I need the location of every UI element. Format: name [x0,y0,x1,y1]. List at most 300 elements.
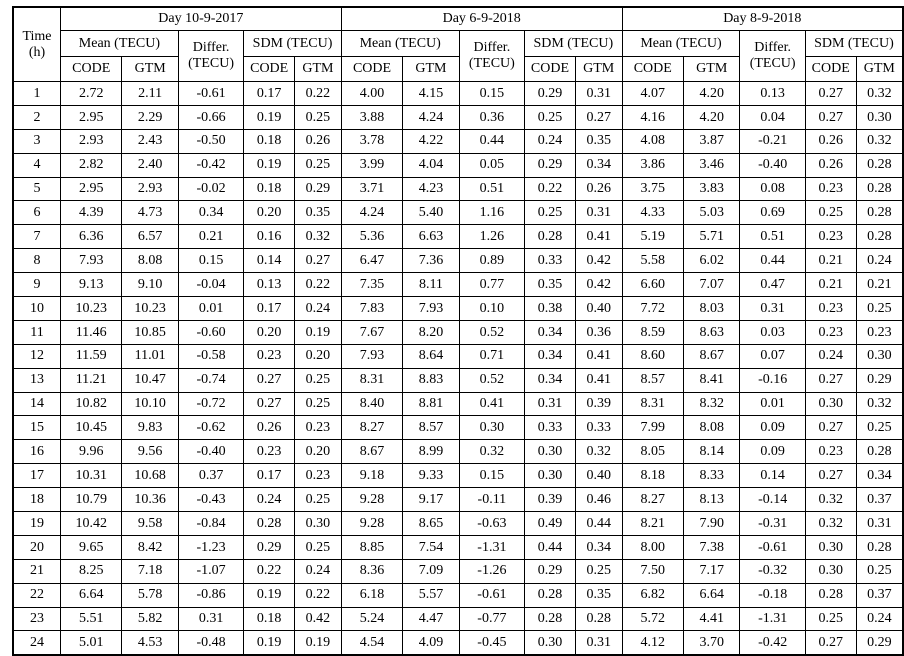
mean-gtm-header-day1: GTM [122,57,178,82]
table-row [13,583,903,607]
mean-gtm-cell-day1: 9.58 [122,512,178,536]
mean-code-cell-day1: 2.95 [60,177,121,201]
sdm-gtm-cell-day2: 0.41 [575,368,622,392]
sdm-gtm-cell-day2: 0.35 [575,583,622,607]
sdm-code-cell-day2: 0.30 [525,440,576,464]
mean-gtm-cell-day1: 2.43 [122,129,178,153]
sdm-code-cell-day3: 0.27 [805,631,856,655]
sdm-gtm-cell-day2: 0.39 [575,392,622,416]
differ-cell-day2: -0.61 [459,583,524,607]
sdm-code-cell-day1: 0.24 [244,488,295,512]
time-cell: 5 [13,177,60,201]
mean-code-cell-day3: 8.18 [622,464,683,488]
table-row [13,392,903,416]
sdm-code-cell-day1: 0.18 [244,177,295,201]
mean-gtm-cell-day3: 8.63 [684,320,740,344]
sdm-gtm-cell-day1: 0.25 [295,105,342,129]
mean-code-cell-day2: 4.54 [341,631,402,655]
mean-code-cell-day2: 7.83 [341,297,402,321]
sdm-gtm-cell-day1: 0.25 [295,153,342,177]
differ-cell-day2: 0.32 [459,440,524,464]
mean-code-cell-day3: 8.27 [622,488,683,512]
differ-cell-day2: -0.45 [459,631,524,655]
time-cell: 24 [13,631,60,655]
mean-gtm-cell-day2: 8.81 [403,392,459,416]
sdm-code-cell-day2: 0.28 [525,225,576,249]
mean-gtm-cell-day1: 10.47 [122,368,178,392]
sdm-code-cell-day2: 0.29 [525,153,576,177]
mean-code-cell-day2: 7.67 [341,320,402,344]
table-row [13,320,903,344]
sdm-code-cell-day3: 0.26 [805,129,856,153]
sdm-gtm-cell-day1: 0.25 [295,368,342,392]
table-row [13,416,903,440]
differ-cell-day3: 0.51 [740,225,805,249]
mean-gtm-cell-day3: 8.41 [684,368,740,392]
mean-code-cell-day3: 4.16 [622,105,683,129]
time-cell: 16 [13,440,60,464]
mean-code-cell-day1: 7.93 [60,249,121,273]
sdm-code-cell-day1: 0.27 [244,392,295,416]
sdm-gtm-cell-day3: 0.23 [856,320,903,344]
sdm-code-cell-day3: 0.24 [805,344,856,368]
differ-cell-day1: -0.84 [178,512,243,536]
differ-cell-day1: 0.01 [178,297,243,321]
mean-code-cell-day2: 3.71 [341,177,402,201]
sdm-code-cell-day2: 0.33 [525,416,576,440]
sdm-code-cell-day2: 0.34 [525,344,576,368]
mean-gtm-cell-day2: 4.24 [403,105,459,129]
differ-cell-day2: 1.16 [459,201,524,225]
mean-gtm-cell-day1: 8.42 [122,535,178,559]
mean-gtm-cell-day2: 4.04 [403,153,459,177]
mean-code-cell-day2: 8.67 [341,440,402,464]
table-row [13,273,903,297]
differ-cell-day3: 0.09 [740,440,805,464]
sdm-code-cell-day2: 0.28 [525,583,576,607]
sdm-code-cell-day2: 0.39 [525,488,576,512]
table-row [13,559,903,583]
mean-gtm-cell-day1: 10.36 [122,488,178,512]
sdm-code-cell-day3: 0.27 [805,416,856,440]
sdm-code-cell-day2: 0.34 [525,368,576,392]
mean-code-header-day2: CODE [341,57,402,82]
differ-header-day2 [459,31,524,82]
table-row [13,105,903,129]
time-cell: 12 [13,344,60,368]
sdm-gtm-cell-day1: 0.19 [295,320,342,344]
mean-gtm-cell-day2: 7.93 [403,297,459,321]
mean-gtm-cell-day2: 8.11 [403,273,459,297]
mean-code-header-day1: CODE [60,57,121,82]
differ-cell-day1: -0.72 [178,392,243,416]
sdm-gtm-cell-day3: 0.28 [856,225,903,249]
mean-gtm-cell-day3: 8.33 [684,464,740,488]
table-row [13,201,903,225]
sdm-code-cell-day3: 0.21 [805,273,856,297]
mean-header-day3: Mean (TECU) [622,31,740,57]
time-cell: 10 [13,297,60,321]
tec-comparison-table [12,6,904,656]
mean-code-cell-day1: 10.79 [60,488,121,512]
time-cell: 14 [13,392,60,416]
sdm-gtm-cell-day1: 0.27 [295,249,342,273]
sdm-code-cell-day1: 0.23 [244,344,295,368]
mean-code-cell-day1: 9.96 [60,440,121,464]
sdm-code-cell-day1: 0.19 [244,631,295,655]
mean-gtm-cell-day3: 3.83 [684,177,740,201]
differ-cell-day1: -1.07 [178,559,243,583]
sdm-code-cell-day1: 0.18 [244,607,295,631]
differ-cell-day1: -0.62 [178,416,243,440]
differ-cell-day2: 0.51 [459,177,524,201]
sdm-gtm-cell-day2: 0.31 [575,631,622,655]
table-body [13,82,903,656]
sdm-code-cell-day3: 0.32 [805,488,856,512]
mean-gtm-cell-day2: 8.64 [403,344,459,368]
differ-cell-day3: -0.18 [740,583,805,607]
sdm-gtm-cell-day1: 0.32 [295,225,342,249]
differ-cell-day3: -0.16 [740,368,805,392]
mean-gtm-cell-day1: 2.93 [122,177,178,201]
mean-code-cell-day3: 7.72 [622,297,683,321]
sdm-code-cell-day3: 0.23 [805,320,856,344]
mean-code-cell-day2: 8.27 [341,416,402,440]
mean-code-cell-day1: 11.59 [60,344,121,368]
time-header [13,7,60,82]
differ-cell-day1: -0.04 [178,273,243,297]
mean-code-cell-day2: 5.24 [341,607,402,631]
sdm-code-cell-day1: 0.16 [244,225,295,249]
mean-code-cell-day2: 9.28 [341,512,402,536]
mean-code-cell-day1: 5.51 [60,607,121,631]
mean-gtm-cell-day3: 3.70 [684,631,740,655]
time-cell: 8 [13,249,60,273]
sdm-gtm-cell-day1: 0.24 [295,297,342,321]
sdm-gtm-cell-day1: 0.22 [295,583,342,607]
sdm-gtm-cell-day1: 0.23 [295,416,342,440]
sdm-code-cell-day3: 0.23 [805,177,856,201]
sdm-code-cell-day1: 0.20 [244,201,295,225]
mean-code-cell-day3: 8.00 [622,535,683,559]
mean-code-cell-day1: 4.39 [60,201,121,225]
mean-code-cell-day3: 8.21 [622,512,683,536]
sdm-gtm-cell-day3: 0.28 [856,535,903,559]
mean-gtm-cell-day1: 9.56 [122,440,178,464]
sdm-code-cell-day3: 0.25 [805,607,856,631]
differ-cell-day3: 0.13 [740,82,805,106]
sdm-code-cell-day2: 0.25 [525,201,576,225]
sdm-gtm-cell-day3: 0.28 [856,153,903,177]
mean-gtm-cell-day3: 8.13 [684,488,740,512]
table-row [13,153,903,177]
mean-code-cell-day3: 8.05 [622,440,683,464]
time-header-line2: (h) [28,44,46,60]
differ-cell-day3: -0.61 [740,535,805,559]
mean-gtm-cell-day1: 11.01 [122,344,178,368]
mean-gtm-cell-day3: 7.38 [684,535,740,559]
differ-cell-day3: 0.03 [740,320,805,344]
mean-gtm-cell-day2: 5.40 [403,201,459,225]
time-cell: 17 [13,464,60,488]
mean-code-cell-day3: 4.12 [622,631,683,655]
table-row [13,177,903,201]
mean-code-cell-day3: 6.82 [622,583,683,607]
mean-code-cell-day3: 8.60 [622,344,683,368]
sdm-gtm-cell-day2: 0.33 [575,416,622,440]
mean-gtm-header-day3: GTM [684,57,740,82]
sdm-gtm-cell-day3: 0.28 [856,440,903,464]
mean-code-cell-day2: 3.88 [341,105,402,129]
mean-code-cell-day1: 10.42 [60,512,121,536]
sdm-code-cell-day3: 0.23 [805,225,856,249]
sdm-code-cell-day1: 0.19 [244,105,295,129]
mean-code-cell-day2: 7.35 [341,273,402,297]
mean-code-cell-day1: 10.31 [60,464,121,488]
differ-cell-day1: 0.21 [178,225,243,249]
sdm-code-cell-day2: 0.25 [525,105,576,129]
mean-gtm-cell-day3: 8.03 [684,297,740,321]
differ-cell-day2: 0.41 [459,392,524,416]
sdm-code-cell-day2: 0.33 [525,249,576,273]
sdm-code-cell-day2: 0.44 [525,535,576,559]
table-row [13,297,903,321]
mean-code-cell-day2: 4.24 [341,201,402,225]
sdm-code-cell-day1: 0.29 [244,535,295,559]
differ-cell-day1: -0.86 [178,583,243,607]
sdm-gtm-cell-day3: 0.32 [856,82,903,106]
mean-code-cell-day2: 9.18 [341,464,402,488]
sdm-gtm-cell-day1: 0.25 [295,535,342,559]
sdm-gtm-cell-day1: 0.23 [295,464,342,488]
sdm-code-cell-day3: 0.25 [805,201,856,225]
sdm-code-cell-day3: 0.27 [805,105,856,129]
mean-gtm-cell-day2: 4.22 [403,129,459,153]
differ-cell-day3: 0.14 [740,464,805,488]
sdm-code-cell-day3: 0.28 [805,583,856,607]
time-cell: 22 [13,583,60,607]
sdm-code-cell-day2: 0.29 [525,559,576,583]
differ-cell-day1: -0.61 [178,82,243,106]
mean-gtm-cell-day2: 7.36 [403,249,459,273]
time-cell: 18 [13,488,60,512]
sdm-code-cell-day3: 0.30 [805,535,856,559]
sdm-code-cell-day1: 0.17 [244,464,295,488]
differ-cell-day2: 0.15 [459,464,524,488]
day-header-1: Day 10-9-2017 [60,7,341,31]
table-row [13,249,903,273]
mean-gtm-cell-day3: 6.64 [684,583,740,607]
sdm-code-cell-day1: 0.22 [244,559,295,583]
mean-code-cell-day1: 2.93 [60,129,121,153]
mean-gtm-cell-day1: 9.10 [122,273,178,297]
sdm-code-cell-day2: 0.34 [525,320,576,344]
differ-cell-day1: 0.34 [178,201,243,225]
differ-cell-day2: 0.89 [459,249,524,273]
time-cell: 7 [13,225,60,249]
time-cell: 3 [13,129,60,153]
sdm-gtm-cell-day2: 0.42 [575,249,622,273]
differ-line2: (TECU) [468,56,515,71]
differ-cell-day2: -0.63 [459,512,524,536]
table-row [13,631,903,655]
sdm-gtm-cell-day2: 0.36 [575,320,622,344]
table-row [13,512,903,536]
sdm-gtm-cell-day3: 0.24 [856,249,903,273]
sdm-gtm-cell-day1: 0.25 [295,488,342,512]
differ-line1: Differ. [754,40,791,56]
differ-cell-day2: 0.30 [459,416,524,440]
mean-gtm-cell-day2: 5.57 [403,583,459,607]
sdm-code-cell-day3: 0.30 [805,559,856,583]
differ-cell-day1: -0.60 [178,320,243,344]
sdm-gtm-cell-day1: 0.42 [295,607,342,631]
mean-code-cell-day2: 3.99 [341,153,402,177]
sdm-code-header-day2: CODE [525,57,576,82]
mean-gtm-cell-day1: 5.82 [122,607,178,631]
mean-code-cell-day2: 8.85 [341,535,402,559]
sdm-code-cell-day2: 0.30 [525,631,576,655]
mean-code-cell-day3: 4.08 [622,129,683,153]
mean-code-cell-day3: 4.33 [622,201,683,225]
differ-cell-day3: 0.31 [740,297,805,321]
mean-gtm-cell-day1: 8.08 [122,249,178,273]
mean-gtm-cell-day3: 4.41 [684,607,740,631]
measure-header-row [13,31,903,57]
mean-gtm-cell-day1: 5.78 [122,583,178,607]
sdm-gtm-cell-day2: 0.34 [575,535,622,559]
mean-code-cell-day3: 6.60 [622,273,683,297]
time-cell: 11 [13,320,60,344]
mean-gtm-cell-day3: 7.17 [684,559,740,583]
sdm-gtm-cell-day3: 0.37 [856,488,903,512]
sdm-gtm-cell-day1: 0.20 [295,344,342,368]
sdm-gtm-cell-day3: 0.30 [856,105,903,129]
differ-line2: (TECU) [749,56,796,71]
differ-cell-day1: 0.37 [178,464,243,488]
time-cell: 21 [13,559,60,583]
mean-gtm-cell-day2: 6.63 [403,225,459,249]
sdm-code-cell-day1: 0.27 [244,368,295,392]
sdm-code-cell-day1: 0.17 [244,297,295,321]
sdm-gtm-cell-day2: 0.34 [575,153,622,177]
time-header-line1: Time [22,28,52,44]
differ-cell-day2: 0.52 [459,320,524,344]
differ-cell-day1: 0.15 [178,249,243,273]
mean-gtm-cell-day3: 5.03 [684,201,740,225]
mean-code-cell-day1: 10.82 [60,392,121,416]
sdm-gtm-cell-day3: 0.29 [856,368,903,392]
time-cell: 15 [13,416,60,440]
mean-header-day2: Mean (TECU) [341,31,459,57]
sdm-gtm-cell-day2: 0.41 [575,225,622,249]
mean-gtm-cell-day1: 2.40 [122,153,178,177]
mean-gtm-cell-day1: 9.83 [122,416,178,440]
sdm-code-cell-day1: 0.18 [244,129,295,153]
differ-cell-day1: -1.23 [178,535,243,559]
differ-cell-day3: 0.09 [740,416,805,440]
sdm-gtm-cell-day1: 0.22 [295,82,342,106]
mean-code-cell-day3: 8.31 [622,392,683,416]
mean-gtm-cell-day3: 3.46 [684,153,740,177]
sdm-gtm-cell-day3: 0.25 [856,416,903,440]
mean-gtm-cell-day3: 4.20 [684,82,740,106]
sdm-code-cell-day3: 0.30 [805,392,856,416]
mean-gtm-header-day2: GTM [403,57,459,82]
sdm-code-cell-day3: 0.23 [805,440,856,464]
mean-code-cell-day1: 10.23 [60,297,121,321]
mean-code-cell-day3: 3.86 [622,153,683,177]
sdm-gtm-cell-day1: 0.25 [295,392,342,416]
sdm-gtm-cell-day1: 0.19 [295,631,342,655]
mean-gtm-cell-day3: 3.87 [684,129,740,153]
differ-cell-day3: -0.42 [740,631,805,655]
mean-code-cell-day3: 7.50 [622,559,683,583]
mean-code-cell-day1: 2.72 [60,82,121,106]
differ-line1: Differ. [192,40,230,56]
sdm-gtm-cell-day3: 0.28 [856,177,903,201]
differ-cell-day2: -0.11 [459,488,524,512]
differ-header-day1 [178,31,243,82]
sdm-gtm-cell-day1: 0.35 [295,201,342,225]
sdm-gtm-cell-day2: 0.27 [575,105,622,129]
sdm-gtm-cell-day2: 0.44 [575,512,622,536]
differ-cell-day1: -0.43 [178,488,243,512]
sdm-header-day2: SDM (TECU) [525,31,622,57]
mean-code-cell-day1: 2.95 [60,105,121,129]
differ-cell-day2: -1.26 [459,559,524,583]
mean-code-cell-day1: 6.64 [60,583,121,607]
sdm-gtm-cell-day3: 0.25 [856,559,903,583]
sdm-gtm-cell-day1: 0.24 [295,559,342,583]
table-row [13,607,903,631]
differ-cell-day2: 0.36 [459,105,524,129]
sdm-gtm-cell-day2: 0.32 [575,440,622,464]
mean-header-day1: Mean (TECU) [60,31,178,57]
sdm-code-cell-day3: 0.21 [805,249,856,273]
mean-code-cell-day2: 5.36 [341,225,402,249]
differ-cell-day2: -0.77 [459,607,524,631]
sdm-gtm-header-day1: GTM [295,57,342,82]
sdm-code-cell-day2: 0.28 [525,607,576,631]
differ-cell-day3: 0.44 [740,249,805,273]
differ-cell-day3: -0.14 [740,488,805,512]
mean-gtm-cell-day3: 8.14 [684,440,740,464]
sdm-code-cell-day1: 0.14 [244,249,295,273]
differ-cell-day3: 0.07 [740,344,805,368]
mean-gtm-cell-day2: 8.83 [403,368,459,392]
mean-gtm-cell-day2: 8.57 [403,416,459,440]
sdm-code-cell-day2: 0.24 [525,129,576,153]
sdm-gtm-cell-day3: 0.32 [856,392,903,416]
sdm-gtm-cell-day3: 0.25 [856,297,903,321]
table-row [13,129,903,153]
differ-cell-day1: -0.48 [178,631,243,655]
sdm-gtm-cell-day3: 0.30 [856,344,903,368]
time-cell: 4 [13,153,60,177]
mean-code-cell-day1: 9.65 [60,535,121,559]
sdm-code-cell-day1: 0.17 [244,82,295,106]
differ-cell-day1: -0.50 [178,129,243,153]
sdm-code-cell-day3: 0.27 [805,368,856,392]
mean-gtm-cell-day2: 9.33 [403,464,459,488]
mean-code-cell-day2: 3.78 [341,129,402,153]
mean-gtm-cell-day1: 2.11 [122,82,178,106]
mean-code-cell-day2: 7.93 [341,344,402,368]
mean-gtm-cell-day3: 8.32 [684,392,740,416]
table-row [13,440,903,464]
day-header-2: Day 6-9-2018 [341,7,622,31]
